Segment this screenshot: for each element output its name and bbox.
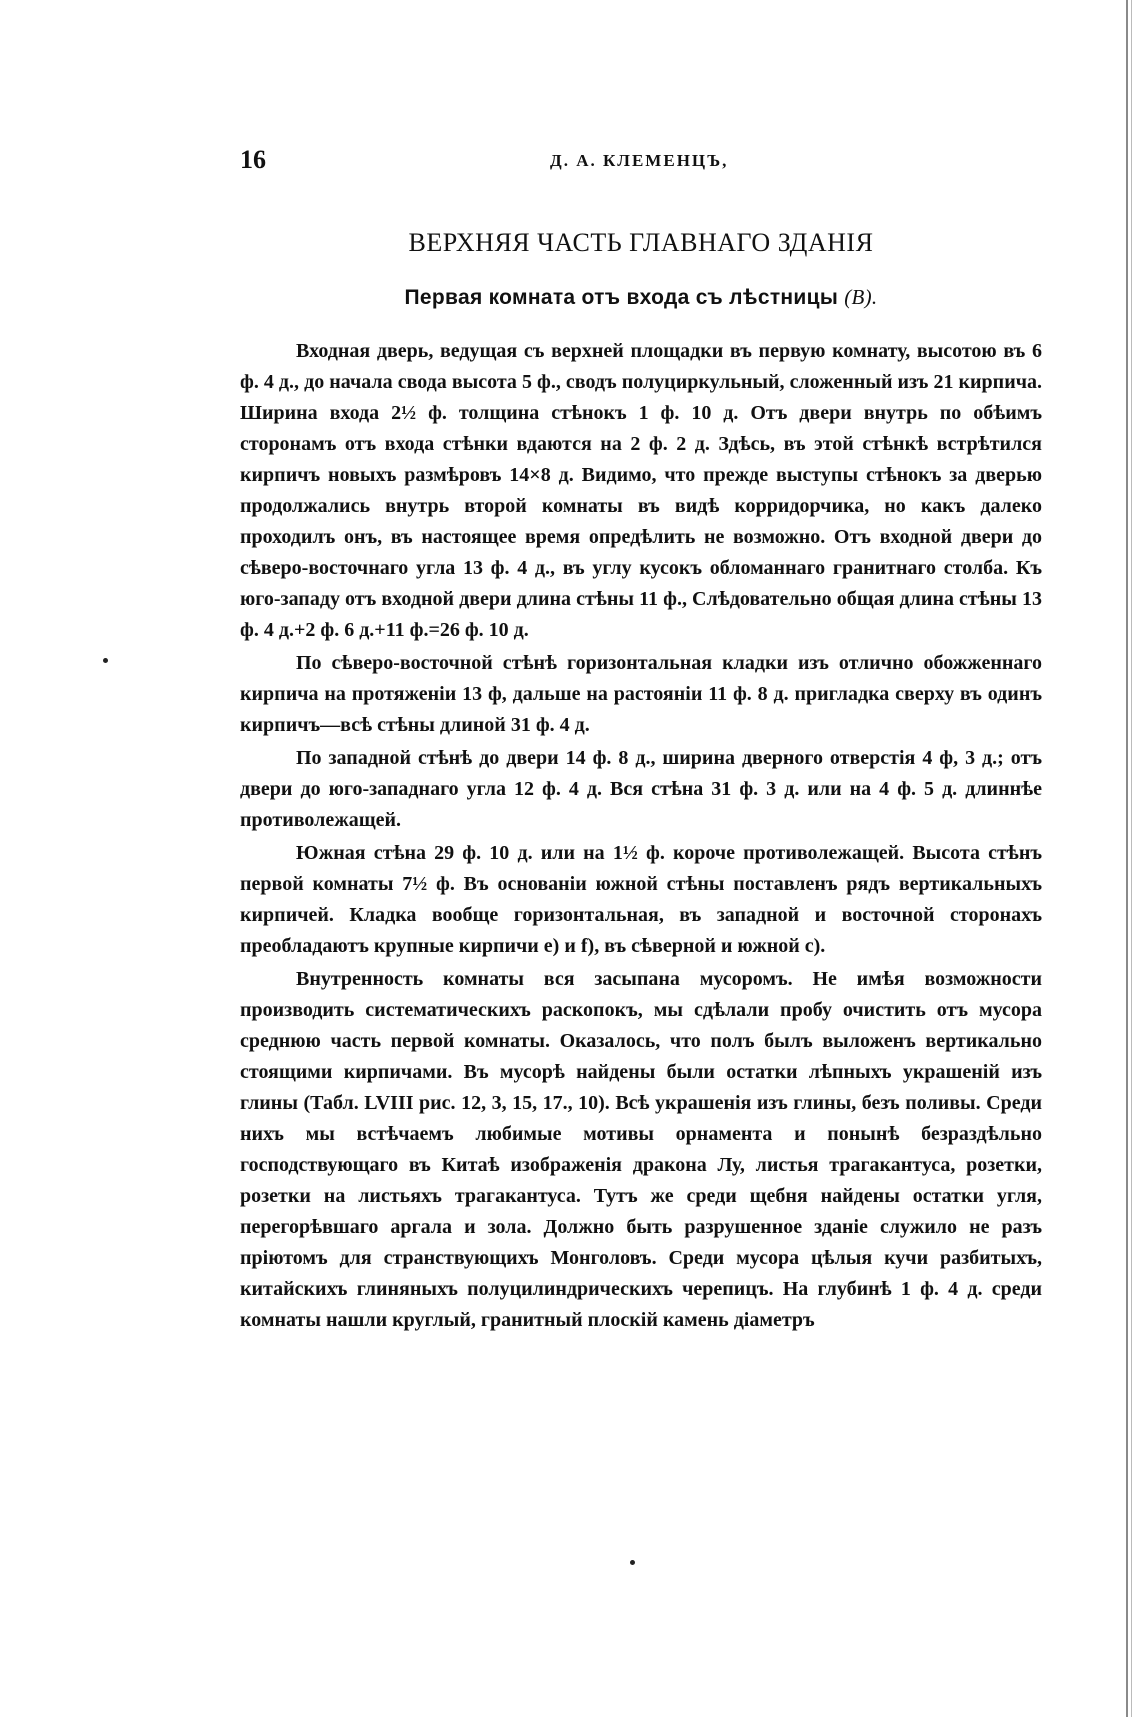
subsection-title-label: (B).	[844, 285, 878, 309]
page-number: 16	[240, 145, 266, 174]
paragraph: Южная стѣна 29 ф. 10 д. или на 1½ ф. короче противолежащей. Высота стѣнъ первой комнаты 7½ ф. Въ основаніи южной стѣны поставленъ рядъ вертикальныхъ кирпичей. Кладка вообще горизонтальная, въ западной и восточной сторонахъ преобладаютъ крупные кирпичи e) и f), въ сѣверной и южной c).	[240, 842, 1042, 957]
paragraph: Внутренность комнаты вся засыпана мусоромъ. Не имѣя возможности производить систематическихъ раскопокъ, мы сдѣлали пробу очистить отъ мусора среднюю часть первой комнаты. Оказалось, что полъ былъ выложенъ вертикально стоящими кирпичами. Въ мусорѣ найдены были остатки лѣпныхъ украшеній изъ глины (Табл. LVIII рис. 12, 3, 15, 17., 10). Всѣ украшенія изъ глины, безъ поливы. Среди нихъ мы встѣчаемъ любимые мотивы орнамента и понынѣ безраздѣльно господствующаго въ Китаѣ изображенія дракона Лу, листья трагакантуса, розетки, розетки на листьяхъ трагакантуса. Тутъ же среди щебня найдены остатки угля, перегорѣвшаго аргала и зола. Должно быть разрушенное зданіе служило не разъ пріютомъ для странствующихъ Монголовъ. Среди мусора цѣлыя кучи разбитыхъ, китайскихъ глиняныхъ полуцилиндрическихъ черепицъ. На глубинѣ 1 ф. 4 д. среди комнаты нашли круглый, гранитный плоскій камень діаметръ	[240, 968, 1042, 1331]
page-header	[240, 145, 1040, 185]
paragraph: По западной стѣнѣ до двери 14 ф. 8 д., ширина дверного отверстія 4 ф, 3 д.; отъ двери до юго-западнаго угла 12 ф. 4 д. Вся стѣна 31 ф. 3 д. или на 4 ф. 5 д. длиннѣе противолежащей.	[240, 747, 1042, 831]
section-title: ВЕРХНЯЯ ЧАСТЬ ГЛАВНАГО ЗДАНІЯ	[408, 228, 874, 257]
scan-speck	[630, 1560, 635, 1565]
body-text	[240, 336, 1042, 1338]
scan-edge-line	[1126, 0, 1128, 1717]
subsection-title	[240, 285, 1042, 310]
paragraph: Входная дверь, ведущая съ верхней площадки въ первую комнату, высотою въ 6 ф. 4 д., до начала свода высота 5 ф., сводъ полуциркульный, сложенный изъ 21 кирпича. Ширина входа 2½ ф. толщина стѣнокъ 1 ф. 10 д. Отъ двери внутрь по обѣимъ сторонамъ отъ входа стѣнки вдаются на 2 ф. 2 д. Здѣсь, въ этой стѣнкѣ встрѣтился кирпичъ новыхъ размѣровъ 14×8 д. Видимо, что прежде выступы стѣнокъ за дверью продолжались внутрь второй комнаты въ видѣ корридорчика, но какъ далеко проходилъ онъ, въ настоящее время опредѣлить не возможно. Отъ входной двери до сѣверо-восточнаго угла 13 ф. 4 д., въ углу кусокъ обломаннаго гранитнаго столба. Къ юго-западу отъ входной двери длина стѣны 11 ф., Слѣдовательно общая длина стѣны 13 ф. 4 д.+2 ф. 6 д.+11 ф.=26 ф. 10 д.	[240, 340, 1042, 641]
scan-speck	[103, 658, 108, 663]
scan-edge-line-secondary	[1131, 0, 1132, 1717]
subsection-title-text: Первая комната отъ входа съ лѣстницы	[404, 286, 839, 309]
running-head: Д. А. КЛЕМЕНЦЪ,	[550, 151, 729, 170]
paragraph: По сѣверо-восточной стѣнѣ горизонтальная кладки изъ отлично обожженнаго кирпича на протяженіи 13 ф, дальше на растояніи 11 ф. 8 д. пригладка сверху въ одинъ кирпичъ—всѣ стѣны длиной 31 ф. 4 д.	[240, 652, 1042, 736]
